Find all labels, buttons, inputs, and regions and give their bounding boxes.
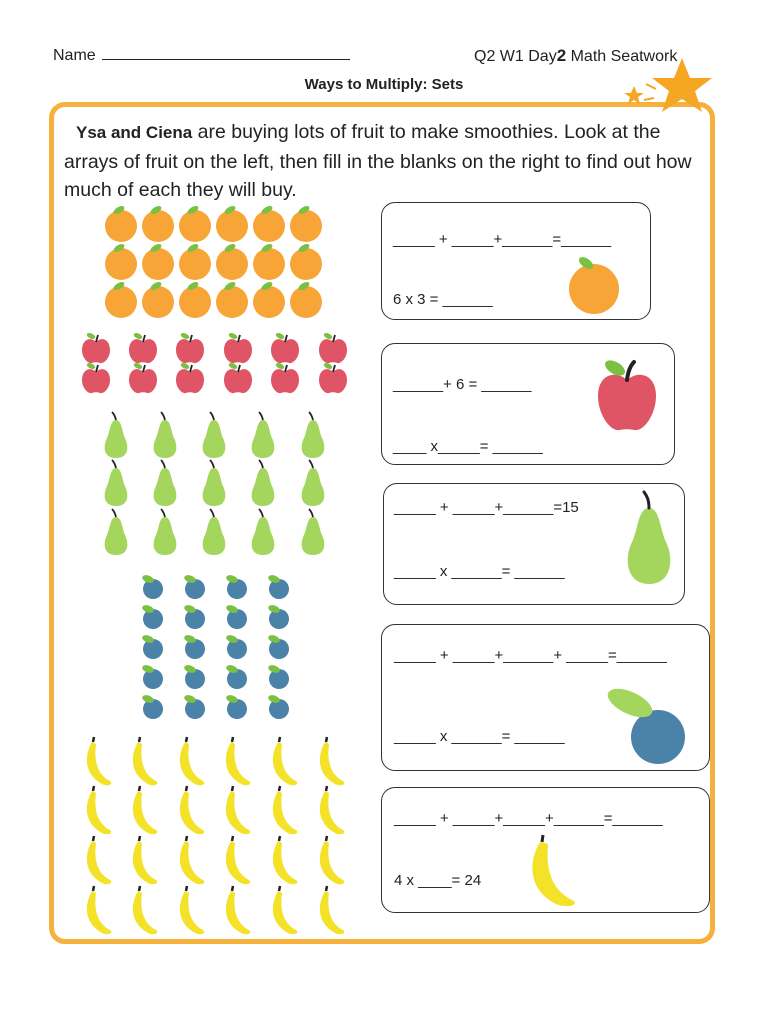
problem-box-banana [381, 787, 710, 913]
problem-5-line-2[interactable]: 4 x ____= 24 [394, 872, 482, 889]
worksheet-subtitle: Ways to Multiply: Sets [304, 76, 464, 93]
problem-5-line-1[interactable]: _____ + _____+_____+______=______ [394, 810, 663, 827]
blueberry-icon [604, 687, 690, 769]
banana-icon [526, 834, 586, 914]
problem-3-line-2[interactable]: _____ x ______= ______ [394, 563, 565, 580]
problem-box-orange [381, 202, 651, 320]
pear-icon [620, 490, 678, 590]
problem-1-line-1[interactable]: _____ + _____+______=______ [393, 231, 612, 248]
blueberry-array [141, 574, 289, 719]
problem-box-blueberry [381, 624, 710, 771]
banana-array [87, 737, 344, 934]
instructions-text: are buying lots of fruit to make smoothies. Look at the arrays of fruit on the left, then fill in the blanks on the right to find out how much of each they will buy. [64, 121, 692, 201]
problem-box-apple [381, 343, 675, 465]
problem-1-line-2[interactable]: 6 x 3 = ______ [393, 291, 493, 308]
problem-4-line-2[interactable]: _____ x ______= ______ [394, 728, 565, 745]
instructions-names: Ysa and Ciena [76, 123, 193, 142]
orange-icon [562, 253, 622, 315]
day-number: 2 [556, 46, 567, 65]
apple-array [82, 332, 347, 393]
problem-2-line-2[interactable]: ____ x_____= ______ [393, 438, 543, 455]
worksheet-prefix: Q2 W1 Day [474, 48, 557, 65]
apple-icon [590, 356, 664, 436]
name-label: Name [53, 47, 96, 64]
problem-box-pear [383, 483, 685, 605]
problem-4-line-1[interactable]: _____ + _____+______+ _____=______ [394, 647, 667, 664]
problem-3-line-1[interactable]: _____ + _____+______=15 [394, 499, 579, 516]
pear-array [105, 412, 325, 555]
worksheet-suffix: Math Seatwork [566, 48, 678, 65]
orange-array [105, 204, 322, 318]
problem-2-line-1[interactable]: ______+ 6 = ______ [393, 376, 532, 393]
